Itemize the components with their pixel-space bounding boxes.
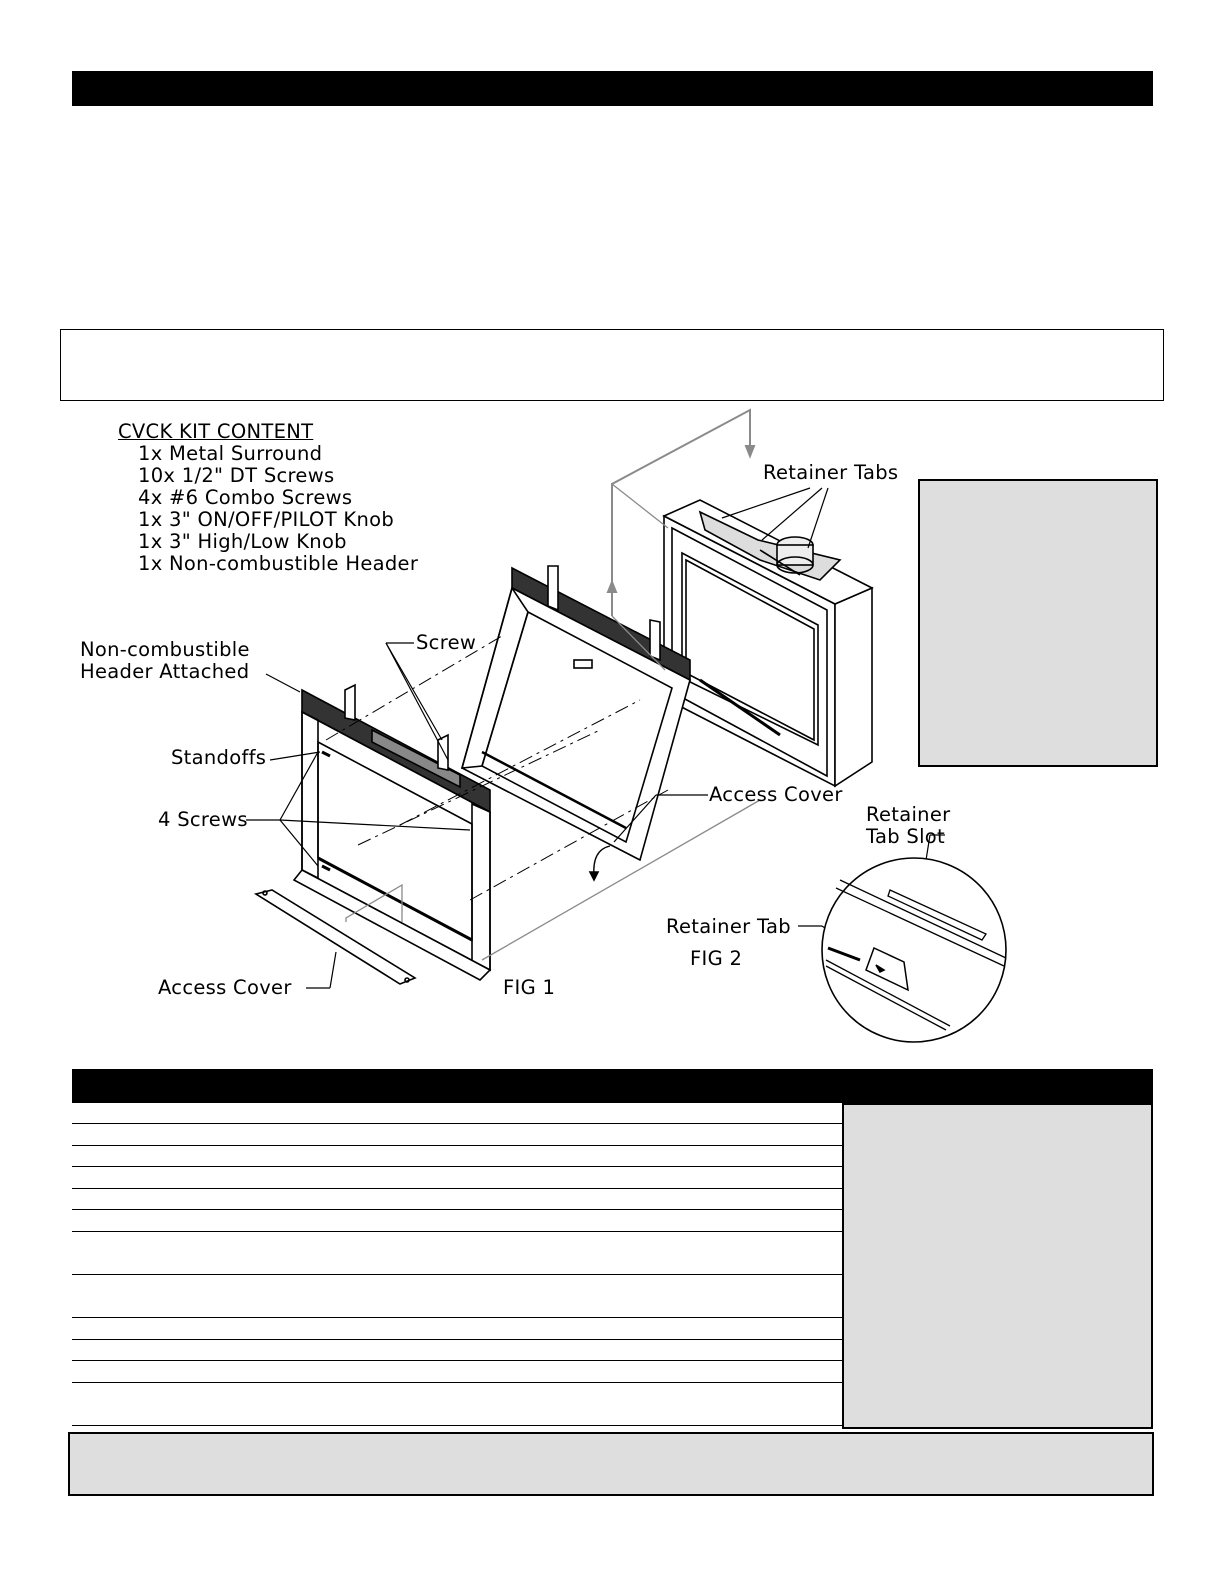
table-row-line [72, 1425, 842, 1426]
standoffs-label: Standoffs [171, 746, 267, 769]
metal-surround-exploded [462, 566, 690, 860]
access-cover-label-bottom: Access Cover [158, 976, 292, 999]
table-row-line [72, 1209, 842, 1210]
retainer-tab-slot-label-line2: Tab Slot [866, 825, 945, 848]
four-screws-label: 4 Screws [158, 808, 248, 831]
table-row-line [72, 1123, 842, 1124]
parts-header-bar [72, 1069, 1153, 1103]
kit-item: 1x Non-combustible Header [138, 552, 419, 575]
kit-content-title: CVCK KIT CONTENT [118, 420, 314, 443]
parts-side-panel [842, 1103, 1153, 1429]
footer-note-box [68, 1432, 1154, 1496]
table-row-line [72, 1382, 842, 1383]
retainer-tabs-label: Retainer Tabs [763, 461, 899, 484]
kit-item: 4x #6 Combo Screws [138, 486, 353, 509]
table-row-line [72, 1145, 842, 1146]
access-cover-label-top: Access Cover [709, 783, 843, 806]
retainer-tab-detail-circle [822, 858, 1006, 1042]
table-row-line [72, 1360, 842, 1361]
table-row-line [72, 1231, 842, 1232]
screw-label: Screw [416, 631, 477, 654]
header-attached-label-line1: Non-combustible [80, 638, 250, 661]
table-row-line [72, 1166, 842, 1167]
section-header-bar [72, 71, 1153, 106]
kit-item: 10x 1/2" DT Screws [138, 464, 335, 487]
note-box [60, 329, 1164, 401]
fig2-label: FIG 2 [690, 947, 743, 970]
kit-item: 1x Metal Surround [138, 442, 323, 465]
kit-item: 1x 3" ON/OFF/PILOT Knob [138, 508, 395, 531]
table-row-line [72, 1274, 842, 1275]
retainer-tab-label: Retainer Tab [666, 915, 791, 938]
header-attached-label-line2: Header Attached [80, 660, 250, 683]
fig1-label: FIG 1 [503, 976, 556, 999]
exploded-assembly-drawing [0, 400, 1225, 1050]
kit-item: 1x 3" High/Low Knob [138, 530, 347, 553]
fireplace-unit [664, 500, 872, 786]
retainer-tab-slot-label-line1: Retainer [866, 803, 951, 826]
table-row-line [72, 1188, 842, 1189]
table-row-line [72, 1339, 842, 1340]
table-row-line [72, 1317, 842, 1318]
